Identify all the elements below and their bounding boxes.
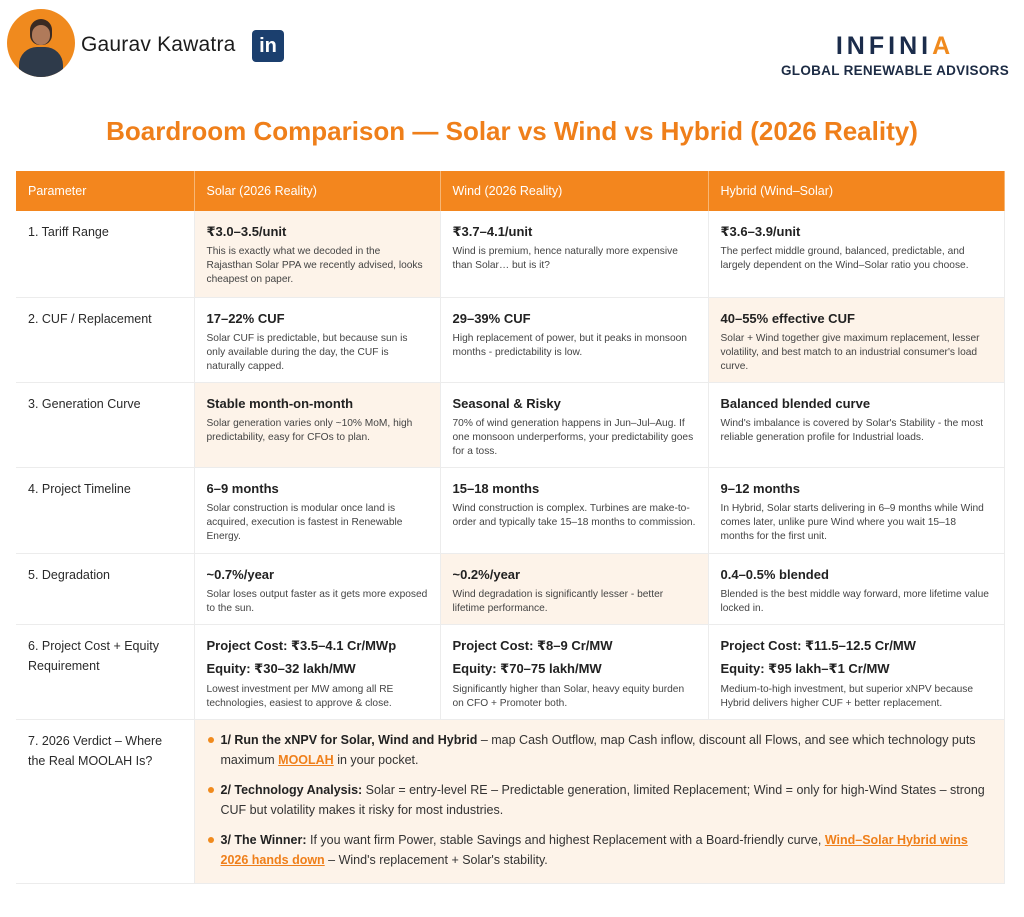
- cell-description: Solar CUF is predictable, but because sun is only available during the day, the CUF is naturally capped.: [206, 332, 408, 372]
- author-avatar[interactable]: [7, 9, 75, 77]
- verdict-item-text-end: in your pocket.: [333, 752, 419, 767]
- table-row: [16, 553, 1004, 624]
- cell-value: 6–9 months: [206, 480, 279, 496]
- wind-cell: [440, 297, 708, 382]
- brand-name-main: INFINI: [835, 32, 933, 60]
- table-row: [16, 382, 1004, 467]
- hybrid-cell: [708, 624, 1004, 719]
- wind-cell: [440, 624, 708, 719]
- equity-requirement: Equity: ₹30–32 lakh/MW: [206, 660, 356, 676]
- hybrid-cell: [708, 297, 1004, 382]
- project-cost: Project Cost: ₹8–9 Cr/MW: [452, 637, 613, 653]
- cell-description: Lowest investment per MW among all RE technologies, easiest to approve & close.: [206, 683, 394, 709]
- param-cell: 5. Degradation: [16, 553, 194, 624]
- solar-cell: [194, 382, 440, 467]
- moolah-highlight: MOOLAH: [278, 752, 334, 767]
- hybrid-cell: [708, 382, 1004, 467]
- cell-value: ~0.2%/year: [452, 566, 521, 582]
- cell-description: Solar generation varies only ~10% MoM, high predictability, easy for CFOs to plan.: [206, 417, 413, 443]
- header: [0, 0, 1024, 100]
- hybrid-cell: [708, 553, 1004, 624]
- cell-value: Stable month-on-month: [206, 395, 354, 411]
- solar-cell: [194, 211, 440, 297]
- cell-description: Significantly higher than Solar, heavy equity burden on CFO + Promoter both.: [452, 683, 685, 709]
- cell-description: Wind is premium, hence naturally more expensive than Solar… but is it?: [452, 246, 678, 271]
- author-name[interactable]: Gaurav Kawatra: [81, 33, 236, 56]
- cell-value: ~0.7%/year: [206, 566, 275, 582]
- table-row: [16, 297, 1004, 382]
- cell-description: Solar loses output faster as it gets more exposed to the sun.: [206, 588, 428, 614]
- cell-description: Solar + Wind together give maximum replacement, lesser volatility, and best match to an industrial consumer's load curve.: [720, 332, 980, 372]
- cell-value: ₹3.0–3.5/unit: [206, 224, 287, 239]
- solar-cell: [194, 553, 440, 624]
- verdict-item-text-end: – Wind's replacement + Solar's stability.: [324, 852, 548, 867]
- brand-name: [770, 32, 1020, 60]
- header-parameter: Parameter: [16, 171, 194, 211]
- verdict-item: [207, 730, 990, 770]
- cell-value: 15–18 months: [452, 480, 540, 496]
- cell-value: ₹3.7–4.1/unit: [452, 224, 533, 239]
- verdict-item-title: 2/ Technology Analysis:: [220, 782, 363, 797]
- table-row: [16, 467, 1004, 553]
- cell-description: The perfect middle ground, balanced, predictable, and largely dependent on the Wind–Solar ratio you choose.: [720, 246, 969, 271]
- cell-description: Wind's imbalance is covered by Solar's Stability - the most reliable generation profile for Industrial loads.: [720, 417, 984, 443]
- verdict-item: [207, 830, 990, 870]
- verdict-item-title: 1/ Run the xNPV for Solar, Wind and Hybrid: [220, 732, 478, 747]
- table-row: [16, 211, 1004, 297]
- wind-cell: [440, 467, 708, 553]
- table-header-row: [16, 171, 1004, 211]
- solar-cell: [194, 624, 440, 719]
- param-cell: 4. Project Timeline: [16, 467, 194, 553]
- cell-description: This is exactly what we decoded in the Rajasthan Solar PPA we recently advised, looks cheapest on paper.: [206, 246, 423, 285]
- verdict-item-text: – map Cash Outflow, map Cash inflow, discount all Flows, and see which technology puts maximum: [220, 732, 976, 767]
- page-title: Boardroom Comparison — Solar vs Wind vs Hybrid (2026 Reality): [106, 116, 918, 146]
- cell-description: Wind construction is complex. Turbines are make-to-order and typically take 15–18 months to commission.: [452, 502, 696, 528]
- verdict-cell: [194, 719, 1004, 883]
- verdict-item-title: 3/ The Winner:: [220, 832, 307, 847]
- hybrid-winner-highlight: Wind–Solar Hybrid wins 2026 hands down: [220, 832, 968, 867]
- cell-value: 40–55% effective CUF: [720, 310, 855, 326]
- cell-description: In Hybrid, Solar starts delivering in 6–9 months while Wind comes later, unlike pure Wind where you wait 15–18 months for the first unit.: [720, 502, 984, 542]
- cell-value: 9–12 months: [720, 480, 800, 496]
- cell-value: Balanced blended curve: [720, 395, 871, 411]
- verdict-row: [16, 719, 1004, 883]
- param-cell: 3. Generation Curve: [16, 382, 194, 467]
- param-cell: 7. 2026 Verdict – Where the Real MOOLAH Is?: [16, 719, 194, 883]
- cell-description: Solar construction is modular once land is acquired, execution is fastest in Renewable Energy.: [206, 502, 403, 542]
- cell-value: 0.4–0.5% blended: [720, 566, 829, 582]
- project-cost: Project Cost: ₹11.5–12.5 Cr/MW: [720, 637, 916, 653]
- project-cost: Project Cost: ₹3.5–4.1 Cr/MWp: [206, 637, 397, 653]
- header-wind: Wind (2026 Reality): [440, 171, 708, 211]
- wind-cell: [440, 211, 708, 297]
- solar-cell: [194, 467, 440, 553]
- verdict-item-text: If you want firm Power, stable Savings and highest Replacement with a Board-friendly curve,: [306, 832, 825, 847]
- brand-tagline: GLOBAL RENEWABLE ADVISORS: [780, 63, 1009, 78]
- param-cell: 1. Tariff Range: [16, 211, 194, 297]
- solar-cell: [194, 297, 440, 382]
- cell-description: Blended is the best middle way forward, more lifetime value locked in.: [720, 588, 989, 614]
- cell-description: 70% of wind generation happens in Jun–Jul–Aug. If one monsoon underperforms, your predictability goes for a toss.: [452, 417, 694, 457]
- table-row: [16, 624, 1004, 719]
- equity-requirement: Equity: ₹95 lakh–₹1 Cr/MW: [720, 660, 890, 676]
- header-hybrid: Hybrid (Wind–Solar): [708, 171, 1004, 211]
- linkedin-icon[interactable]: in: [252, 30, 284, 62]
- equity-requirement: Equity: ₹70–75 lakh/MW: [452, 660, 602, 676]
- comparison-table: [16, 171, 1005, 884]
- wind-cell: [440, 382, 708, 467]
- cell-description: Wind degradation is significantly lesser - better lifetime performance.: [452, 588, 664, 614]
- hybrid-cell: [708, 467, 1004, 553]
- cell-value: ₹3.6–3.9/unit: [720, 224, 801, 239]
- header-solar: Solar (2026 Reality): [194, 171, 440, 211]
- verdict-item: [207, 780, 990, 820]
- param-cell: 2. CUF / Replacement: [16, 297, 194, 382]
- cell-value: Seasonal & Risky: [452, 395, 561, 411]
- param-cell: 6. Project Cost + Equity Requirement: [16, 624, 194, 719]
- cell-value: 17–22% CUF: [206, 310, 285, 326]
- cell-description: Medium-to-high investment, but superior xNPV because Hybrid delivers higher CUF + better replacement.: [720, 683, 974, 709]
- cell-value: 29–39% CUF: [452, 310, 531, 326]
- cell-description: High replacement of power, but it peaks in monsoon months - predictability is low.: [452, 332, 687, 358]
- brand-name-accent: A: [932, 32, 955, 60]
- wind-cell: [440, 553, 708, 624]
- verdict-item-text: Solar = entry-level RE – Predictable generation, limited Replacement; Wind = only for high-Wind States – strong CUF but volatility makes it risky for most industries.: [220, 782, 985, 817]
- brand-logo: [770, 32, 1020, 78]
- hybrid-cell: [708, 211, 1004, 297]
- verdict-list: [207, 730, 990, 870]
